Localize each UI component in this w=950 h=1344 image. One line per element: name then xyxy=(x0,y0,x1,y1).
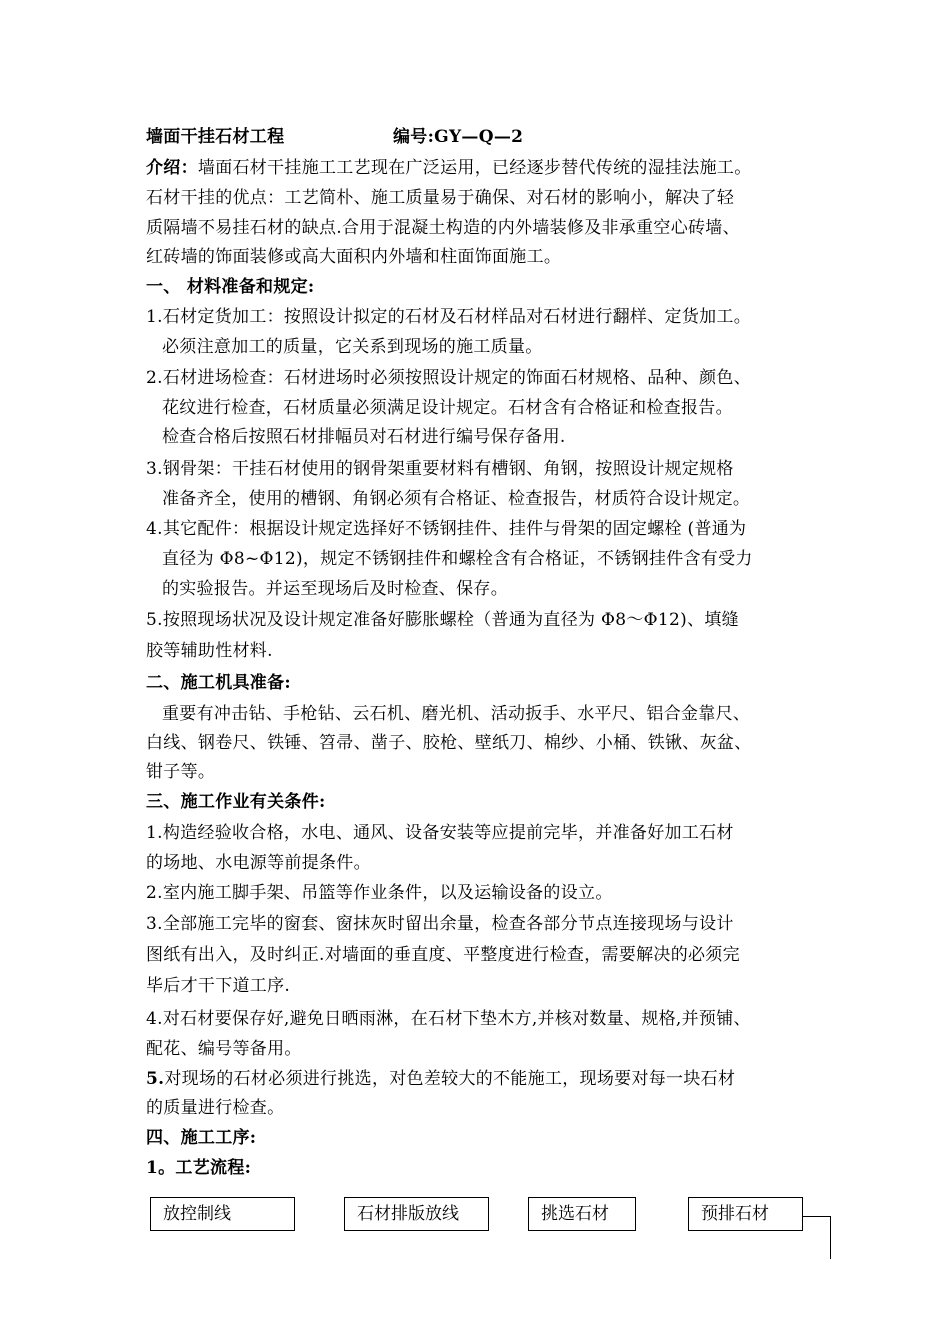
process-flow-heading: 1。工艺流程: xyxy=(146,1158,252,1178)
s3-item-3-line-2: 图纸有出入，及时纠正.对墙面的垂直度、平整度进行检查，需要解决的必须完 xyxy=(146,945,740,965)
s3-item-2: 2.室内施工脚手架、吊篮等作业条件，以及运输设备的设立。 xyxy=(146,883,613,903)
section-2-heading: 二、施工机具准备: xyxy=(146,673,291,693)
s1-item-3-line-1: 3.钢骨架：干挂石材使用的钢骨架重要材料有槽钢、角钢，按照设计规定规格 xyxy=(146,459,734,479)
doc-code: 编号:GY—Q—2 xyxy=(393,127,524,147)
s3-item-1-line-1: 1.构造经验收合格，水电、通风、设备安装等应提前完毕，并准备好加工石材 xyxy=(146,823,734,843)
flow-connector-horizontal xyxy=(803,1216,830,1217)
s1-item-1-line-1: 1.石材定货加工：按照设计拟定的石材及石材样品对石材进行翻样、定货加工。 xyxy=(146,307,752,327)
section-3-heading: 三、施工作业有关条件: xyxy=(146,792,326,812)
flow-step-1: 放控制线 xyxy=(150,1197,295,1231)
intro-text-1: 墙面石材干挂施工工艺现在广泛运用，已经逐步替代传统的湿挂法施工。 xyxy=(197,158,752,178)
s1-item-4-line-1: 4.其它配件：根据设计规定选择好不锈钢挂件、挂件与骨架的固定螺栓 (普通为 xyxy=(146,519,747,539)
section-4-heading: 四、施工工序: xyxy=(146,1128,257,1148)
s1-item-2-line-1: 2.石材进场检查：石材进场时必须按照设计规定的饰面石材规格、品种、颜色、 xyxy=(146,368,752,388)
s3-item-5-number: 5. xyxy=(146,1069,165,1089)
intro-line-2: 石材干挂的优点：工艺简朴、施工质量易于确保、对石材的影响小，解决了轻 xyxy=(146,188,735,208)
flow-connector-vertical xyxy=(830,1216,831,1259)
s1-item-4-line-2: 直径为 Φ8~Φ12)，规定不锈钢挂件和螺栓含有合格证，不锈钢挂件含有受力 xyxy=(162,549,753,569)
s3-item-3-line-1: 3.全部施工完毕的窗套、窗抹灰时留出余量，检查各部分节点连接现场与设计 xyxy=(146,914,734,934)
intro-line-4: 红砖墙的饰面装修或高大面积内外墙和柱面饰面施工。 xyxy=(146,247,562,267)
s2-line-2: 白线、钢卷尺、铁锤、笤帚、凿子、胶枪、壁纸刀、棉纱、小桶、铁锹、灰盆、 xyxy=(146,733,752,753)
s3-item-4-line-1: 4.对石材要保存好,避免日晒雨淋，在石材下垫木方,并核对数量、规格,并预铺、 xyxy=(146,1009,751,1029)
s3-item-4-line-2: 配花、编号等备用。 xyxy=(146,1039,302,1059)
s2-line-3: 钳子等。 xyxy=(146,762,216,782)
flow-step-4: 预排石材 xyxy=(688,1197,803,1231)
s1-item-2-line-2: 花纹进行检查，石材质量必须满足设计规定。石材含有合格证和检查报告。 xyxy=(162,398,733,418)
s3-item-5-line-1 xyxy=(146,1068,735,1090)
intro-line-3: 质隔墙不易挂石材的缺点.合用于混凝土构造的内外墙装修及非承重空心砖墙、 xyxy=(146,218,740,238)
section-1-heading: 一、 材料准备和规定: xyxy=(146,277,315,297)
flow-step-2: 石材排版放线 xyxy=(344,1197,489,1231)
s1-item-5-line-1: 5.按照现场状况及设计规定准备好膨胀螺栓（普通为直径为 Φ8～Φ12)、填缝 xyxy=(146,610,739,630)
s1-item-3-line-2: 准备齐全，使用的槽钢、角钢必须有合格证、检查报告，材质符合设计规定。 xyxy=(162,489,751,509)
s3-item-5-line-2: 的质量进行检查。 xyxy=(146,1098,285,1118)
s3-item-3-line-3: 毕后才干下道工序. xyxy=(146,976,291,996)
s3-item-1-line-2: 的场地、水电源等前提条件。 xyxy=(146,853,371,873)
flow-step-3: 挑选石材 xyxy=(528,1197,636,1231)
s1-item-5-line-2: 胶等辅助性材料. xyxy=(146,641,273,661)
s1-item-2-line-3: 检查合格后按照石材排幅员对石材进行编号保存备用. xyxy=(162,427,566,447)
intro-line-1 xyxy=(146,157,752,179)
s1-item-4-line-3: 的实验报告。并运至现场后及时检查、保存。 xyxy=(162,579,508,599)
s3-item-5-text: 对现场的石材必须进行挑选，对色差较大的不能施工，现场要对每一块石材 xyxy=(164,1069,736,1089)
intro-label: 介绍： xyxy=(146,158,198,178)
s1-item-1-line-2: 必须注意加工的质量，它关系到现场的施工质量。 xyxy=(162,337,543,357)
s2-line-1: 重要有冲击钻、手枪钻、云石机、磨光机、活动扳手、水平尺、铝合金靠尺、 xyxy=(162,704,751,724)
doc-title: 墙面干挂石材工程 xyxy=(146,127,285,147)
